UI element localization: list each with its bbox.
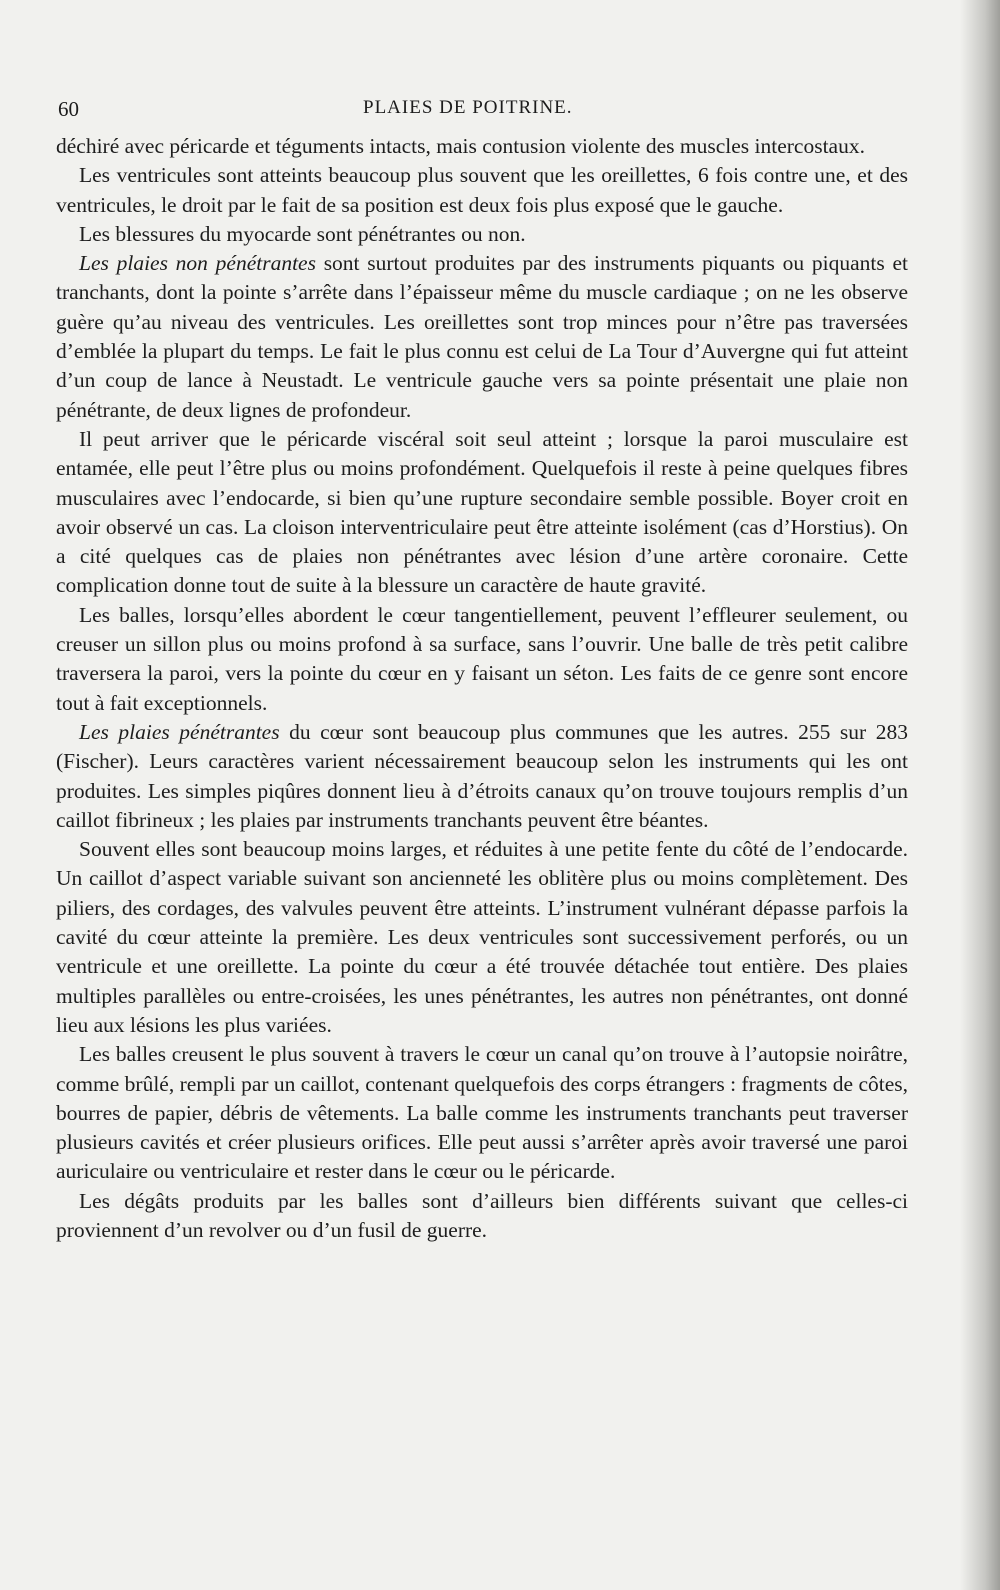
paragraph [56, 718, 908, 835]
paragraph [56, 1040, 908, 1186]
body-text [56, 132, 908, 1245]
paragraph-text: Les blessures du myocarde sont pénétrantes ou non. [79, 221, 526, 246]
paragraph-text: Les balles creusent le plus souvent à travers le cœur un canal qu’on trouve à l’autopsie noirâtre, comme brûlé, rempli par un caillot, contenant quelquefois des corps étrangers : fragments de côtes, bourres de papier, débris de vêtements. La balle comme les instruments tranchants peut traverser plusieurs cavités et créer plusieurs orifices. Elle peut aussi s’arrêter après avoir traversé une paroi auriculaire ou ventriculaire et rester dans le cœur ou le péricarde. [56, 1042, 908, 1184]
page-header [58, 97, 904, 123]
paragraph-text: Les balles, lorsqu’elles abordent le cœur tangentiellement, peuvent l’effleurer seulement, ou creuser un sillon plus ou moins profond à sa surface, sans l’ouvrir. Une balle de très petit calibre traversera la paroi, vers la pointe du cœur en y faisant un séton. Les faits de ce genre sont encore tout à fait exceptionnels. [56, 602, 908, 715]
paragraph [56, 161, 908, 220]
running-title: PLAIES DE POITRINE. [363, 97, 573, 118]
paragraph-text: sont surtout produites par des instruments piquants ou piquants et tranchants, dont la pointe s’arrête dans l’épaisseur même du muscle cardiaque ; on ne les observe guère qu’au niveau des ventricules. Les oreillettes sont trop minces pour n’être pas traversées d’emblée la plupart du temps. Le fait le plus connu est celui de La Tour d’Auvergne qui fut atteint d’un coup de lance à Neustadt. Le ventricule gauche vers sa pointe présentait une plaie non pénétrante, de deux lignes de profondeur. [56, 251, 908, 422]
paragraph [56, 601, 908, 718]
page-number: 60 [58, 97, 79, 121]
paragraph-text: Souvent elles sont beaucoup moins larges, et réduites à une petite fente du côté de l’endocarde. Un caillot d’aspect variable suivant son ancienneté les oblitère plus ou moins complètement. Des piliers, des cordages, des valvules peuvent être atteints. L’instrument vulnérant dépasse parfois la cavité du cœur atteinte la première. Les deux ventricules sont successivement perforés, ou un ventricule et une oreillette. La pointe du cœur a été trouvée détachée tout entière. Des plaies multiples parallèles ou entre-croisées, les unes pénétrantes, les autres non pénétrantes, ont donné lieu aux lésions les plus variées. [56, 837, 908, 1037]
paragraph [56, 249, 908, 425]
italic-lead: Les plaies pénétrantes [79, 719, 280, 744]
paragraph [56, 1187, 908, 1246]
paragraph-text: déchiré avec péricarde et téguments intacts, mais contusion violente des muscles intercostaux. [56, 134, 865, 158]
italic-lead: Les plaies non pénétrantes [79, 251, 316, 276]
paragraph-text: Il peut arriver que le péricarde viscéral soit seul atteint ; lorsque la paroi musculaire est entamée, elle peut l’être plus ou moins profondément. Quelquefois il reste à peine quelques fibres musculaires avec l’endocarde, si bien qu’une rupture secondaire semble possible. Boyer croit en avoir observé un cas. La cloison interventriculaire peut être atteinte isolément (cas d’Horstius). On a cité quelques cas de plaies non pénétrantes avec lésion d’une artère coronaire. Cette complication donne tout de suite à la blessure un caractère de haute gravité. [56, 426, 908, 598]
paragraph-text: Les dégâts produits par les balles sont d’ailleurs bien différents suivant que celles-ci proviennent d’un revolver ou d’un fusil de guerre. [56, 1188, 908, 1242]
paragraph [56, 220, 908, 249]
paragraph [56, 425, 908, 601]
paragraph [56, 132, 908, 161]
paragraph-text: du cœur sont beaucoup plus communes que les autres. 255 sur 283 (Fischer). Leurs caractères varient nécessairement beaucoup selon les instruments qui les ont produites. Les simples piqûres donnent lieu à d’étroits canaux qu’on trouve toujours remplis d’un caillot fibrineux ; les plaies par instruments tranchants peuvent être béantes. [56, 719, 908, 832]
paragraph [56, 835, 908, 1040]
paragraph-text: Les ventricules sont atteints beaucoup plus souvent que les oreillettes, 6 fois contre une, et des ventricules, le droit par le fait de sa position est deux fois plus exposé que le gauche. [56, 163, 908, 217]
